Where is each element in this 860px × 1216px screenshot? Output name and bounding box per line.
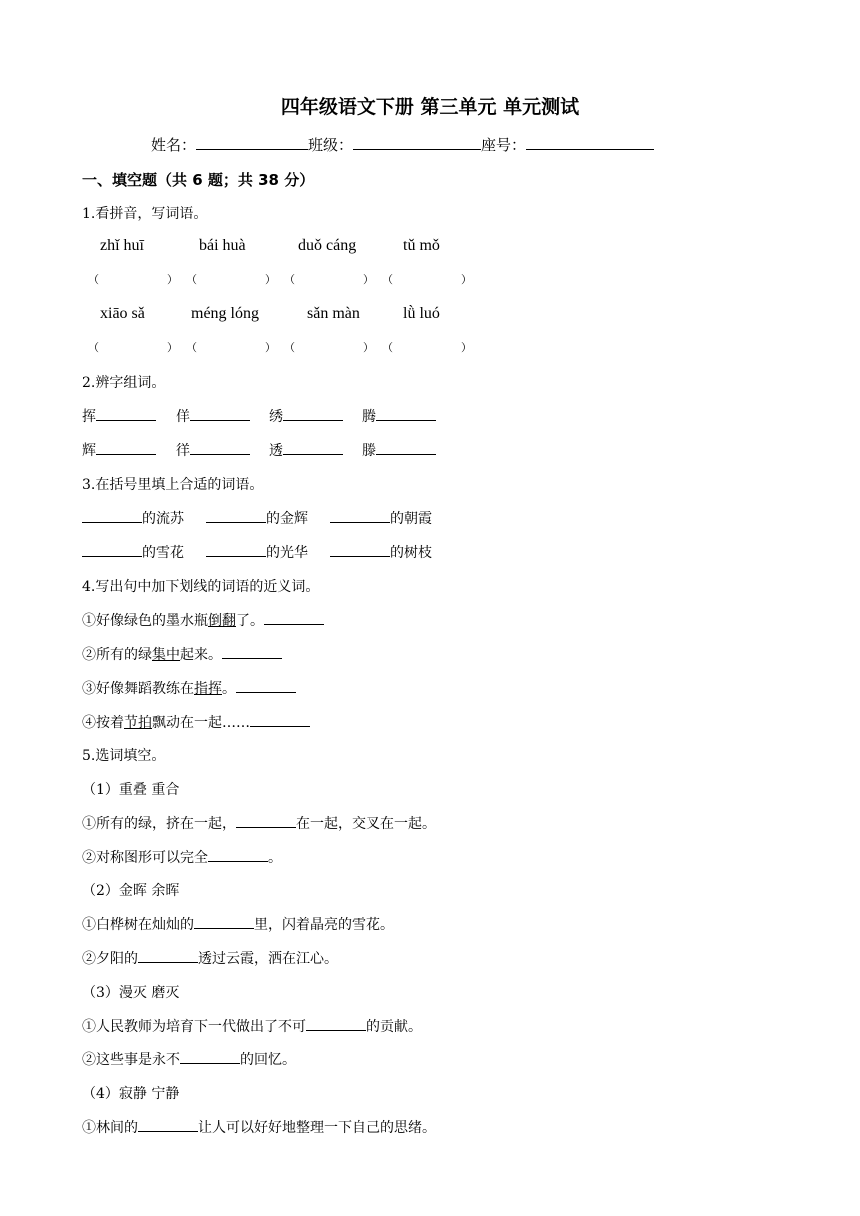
- answer-blank[interactable]: [283, 408, 343, 421]
- student-info-line: [151, 134, 654, 155]
- answer-bracket[interactable]: （ ）: [88, 341, 178, 354]
- char-item: 徉: [176, 440, 250, 460]
- answer-blank[interactable]: [376, 408, 436, 421]
- char-item: 绣: [269, 406, 343, 426]
- name-field[interactable]: [196, 135, 308, 150]
- char-item: 腾: [362, 406, 436, 426]
- answer-blank[interactable]: [82, 544, 142, 557]
- q4-prompt: 4.写出句中加下划线的词语的近义词。: [82, 579, 320, 595]
- answer-bracket[interactable]: （ ）: [382, 273, 472, 286]
- fill-sentence: ①林间的 让人可以好好地整理一下自己的思绪。: [82, 1120, 436, 1136]
- synonym-item: ③好像舞蹈教练在指挥。: [82, 678, 296, 698]
- pinyin-item: tǔ mǒ: [403, 237, 440, 254]
- answer-bracket[interactable]: （ ）: [186, 341, 276, 354]
- class-field[interactable]: [353, 135, 481, 150]
- fill-sentence: ①所有的绿，挤在一起， 在一起，交叉在一起。: [82, 816, 436, 832]
- name-label: 姓名：: [151, 136, 197, 154]
- seat-label: 座号：: [481, 136, 527, 154]
- pinyin-item: lǜ luó: [403, 305, 440, 322]
- answer-blank[interactable]: [96, 442, 156, 455]
- phrase-item: 的光华: [206, 542, 308, 562]
- answer-blank[interactable]: [194, 916, 254, 929]
- q1-prompt: 1.看拼音，写词语。: [82, 206, 208, 222]
- word-choice-header: （2）金晖 余晖: [82, 883, 180, 899]
- answer-blank[interactable]: [206, 510, 266, 523]
- phrase-item: 的雪花: [82, 542, 184, 562]
- fill-sentence: ②这些事是永不 的回忆。: [82, 1052, 296, 1068]
- answer-blank[interactable]: [82, 510, 142, 523]
- seat-field[interactable]: [526, 135, 654, 150]
- word-choice-header: （4）寂静 宁静: [82, 1086, 180, 1102]
- char-item: 滕: [362, 440, 436, 460]
- answer-bracket[interactable]: （ ）: [186, 273, 276, 286]
- phrase-item: 的朝霞: [330, 508, 432, 528]
- word-choice-header: （3）漫灭 磨灭: [82, 985, 180, 1001]
- fill-sentence: ①白桦树在灿灿的 里，闪着晶亮的雪花。: [82, 917, 394, 933]
- answer-blank[interactable]: [283, 442, 343, 455]
- q3-prompt: 3.在括号里填上合适的词语。: [82, 477, 264, 493]
- phrase-item: 的树枝: [330, 542, 432, 562]
- page-title: 四年级语文下册 第三单元 单元测试: [280, 96, 580, 118]
- answer-blank[interactable]: [250, 714, 310, 727]
- answer-blank[interactable]: [330, 510, 390, 523]
- answer-blank[interactable]: [208, 849, 268, 862]
- answer-blank[interactable]: [330, 544, 390, 557]
- class-label: 班级：: [308, 136, 354, 154]
- char-item: 佯: [176, 406, 250, 426]
- q2-prompt: 2.辨字组词。: [82, 375, 166, 391]
- answer-bracket[interactable]: （ ）: [382, 341, 472, 354]
- q5-prompt: 5.选词填空。: [82, 748, 166, 764]
- pinyin-item: duǒ cáng: [298, 237, 357, 254]
- answer-blank[interactable]: [138, 1119, 198, 1132]
- answer-blank[interactable]: [138, 950, 198, 963]
- fill-sentence: ①人民教师为培育下一代做出了不可 的贡献。: [82, 1019, 422, 1035]
- answer-blank[interactable]: [236, 815, 296, 828]
- answer-blank[interactable]: [206, 544, 266, 557]
- char-item: 透: [269, 440, 343, 460]
- word-choice-header: （1）重叠 重合: [82, 782, 180, 798]
- section-heading: 一、填空题（共 6 题；共 38 分）: [82, 171, 315, 189]
- pinyin-item: bái huà: [199, 237, 246, 254]
- answer-blank[interactable]: [190, 442, 250, 455]
- pinyin-item: sǎn màn: [307, 305, 360, 322]
- pinyin-item: méng lóng: [191, 305, 259, 322]
- synonym-item: ②所有的绿集中起来。: [82, 644, 282, 664]
- phrase-item: 的金辉: [206, 508, 308, 528]
- fill-sentence: ②对称图形可以完全 。: [82, 850, 282, 866]
- phrase-item: 的流苏: [82, 508, 184, 528]
- char-item: 挥: [82, 406, 156, 426]
- answer-blank[interactable]: [306, 1018, 366, 1031]
- answer-bracket[interactable]: （ ）: [284, 273, 374, 286]
- char-item: 辉: [82, 440, 156, 460]
- answer-blank[interactable]: [190, 408, 250, 421]
- pinyin-item: xiāo sǎ: [100, 305, 145, 322]
- answer-blank[interactable]: [180, 1051, 240, 1064]
- synonym-item: ④按着节拍飘动在一起……: [82, 712, 310, 732]
- answer-blank[interactable]: [236, 680, 296, 693]
- answer-blank[interactable]: [376, 442, 436, 455]
- answer-bracket[interactable]: （ ）: [88, 273, 178, 286]
- synonym-item: ①好像绿色的墨水瓶倒翻了。: [82, 610, 324, 630]
- answer-bracket[interactable]: （ ）: [284, 341, 374, 354]
- answer-blank[interactable]: [222, 646, 282, 659]
- answer-blank[interactable]: [96, 408, 156, 421]
- fill-sentence: ②夕阳的 透过云霞，洒在江心。: [82, 951, 338, 967]
- answer-blank[interactable]: [264, 612, 324, 625]
- pinyin-item: zhǐ huī: [100, 237, 144, 254]
